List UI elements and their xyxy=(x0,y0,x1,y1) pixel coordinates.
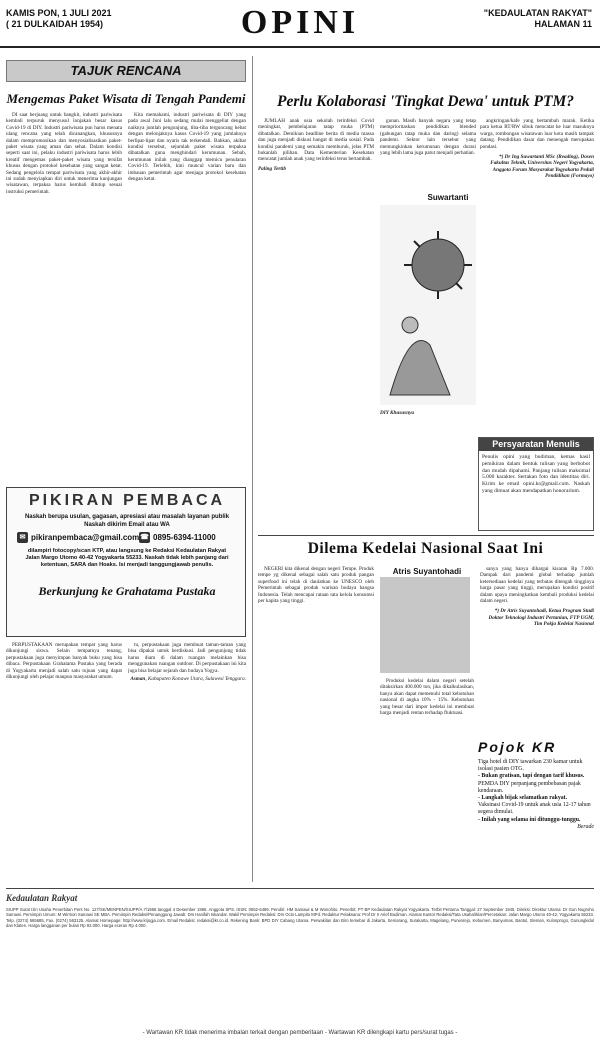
article-1-text-3: angkringan/kafe yang bertambah marak. Ketika para ketua RT/RW sibuk mencatat ke luar masuknya warga, rombongan wisatawan luar kota masih tampak datang. Pendidikan dasar dan menengah merupakan pondasi. xyxy=(480,118,594,150)
editorial-headline: Mengemas Paket Wisata di Tengah Pandemi xyxy=(6,91,246,106)
imprint-logo: Kedaulatan Rakyat xyxy=(6,893,78,903)
editorial-col-1 xyxy=(6,112,122,477)
article-1-headline: Perlu Kolaborasi 'Tingkat Dewa' untuk PTM? xyxy=(277,93,574,110)
reader-letter-col-1 xyxy=(6,642,122,880)
article-2-author-bio: *) Dr Atris Suyantohadi, Ketua Program Studi Doktor Teknologi Industri Pertanian, FTP UGM, Tim Pokja Kedelai Nasional xyxy=(488,608,594,628)
article-1-col-3 xyxy=(480,118,594,432)
pojok-reply-1: - Bukan gratisan, tapi dengan tarif khusus. xyxy=(478,773,585,780)
column-divider xyxy=(252,56,253,882)
email-icon: ✉ xyxy=(17,532,28,543)
editorial-label-text: TAJUK RENCANA xyxy=(70,63,182,78)
section-title: OPINI xyxy=(240,4,360,41)
virus-illustration xyxy=(380,205,476,405)
reader-mail-box xyxy=(6,487,246,637)
article-1-text-2: gunan. Masih banyak negara yang tetap memprioritaskan pendidikan blended (gabungan tatap muka dan daring) selama pandemi. Sektor lain tersebut yang memungkinkan kerumunan dengan durasi yang lebih lama juga patut menjadi perhatian. xyxy=(380,118,476,157)
page-footer: - Wartawan KR tidak menerima imbalan terkait dengan pemberitaan - Wartawan KR dilengkapi kartu pers/surat tugas - xyxy=(142,1030,458,1036)
reader-letter-signature-place: , Kabupaten Konawe Utara, Sulawesi Tenggara. xyxy=(145,676,246,683)
article-2-col-3 xyxy=(480,566,594,734)
article-2-text-1: NEGERI kita dikenal dengan negeri Tempe. Produk tempe yg dikenal sebagai salah satu produk pangan superfood ini telah di daulatkan ke UNESCO oleh Pemerintah sebagai produk warisan budaya bangsa Indonesia. Telah mencapai rataan tata kelola konsumsi per kapita yang tinggi. xyxy=(258,566,374,605)
author-photo xyxy=(380,577,470,673)
pojok-signature: Berade xyxy=(577,823,594,830)
reader-mail-phone[interactable] xyxy=(139,532,216,543)
reader-mail-notes xyxy=(13,548,241,569)
reader-mail-note-1: dilampiri fotocopy/scan KTP, atau langsung ke Redaksi Kedaulatan Rakyat xyxy=(27,548,227,554)
article-1-text-1: JUMLAH anak usia sekolah terinfeksi Covid meningkat, pembelajaran tatap muka (PTM) dibatalkan. Demikian headline berita di media massa dan juga menjadi diskusi hangat di media sosial. Pada kondisi pandemi yang semakin memburuk, jelas PTM bukanlah pilihan. Data Kementerian Kesehatan mencatat jumlah anak yang terinfeksi terus bertambah. xyxy=(258,118,374,163)
article-2-col-1 xyxy=(258,566,374,882)
reader-letter-col-2 xyxy=(128,642,246,880)
whatsapp-icon: ☎ xyxy=(140,534,149,541)
reader-mail-line-2: Naskah dikirim Email atau WA xyxy=(84,521,170,528)
pojok-item-1: Tiga hotel di DIY tawarkan 230 kamar untuk isolasi pasien OTG. xyxy=(478,759,583,773)
article-2-author: Atris Suyantohadi xyxy=(392,567,462,576)
writing-requirements-title: Persyaratan Menulis xyxy=(479,438,593,451)
issue-date-line: KAMIS PON, 1 JULI 2021 xyxy=(6,8,112,18)
imprint-box xyxy=(6,888,594,1028)
page-info xyxy=(484,8,592,30)
writing-requirements-box xyxy=(478,437,594,531)
article-2-col-2 xyxy=(380,678,474,882)
editorial-text-1: DI saat berjuang untuk bangkit, industri pariwisata kembali terpuruk menyusul lonjakan besar kasus Covid-19 di DIY. Industri pariwisata pun harus menata ulang rencana yang telah dicanangkan, khususnya dalam mempromosikan dan menyosialisasikan paket-paket wisata yang aman dan sehat. Dalam kondisi seperti saat ini, pelaku industri pariwisata harus lebih kreatif mengemas paket-paket wisata yang tersifat khusus dengan protokol kesehatan yang sangat ketat. Sedang pengelola tempat pariwisata yang akhir-akhir ini sudah menyiapkan diri untuk menerima kunjungan wisatawan, terpaksa harus kembali ditutup sesuai instruksi pemerintah. xyxy=(6,112,122,195)
pojok-item-3: Vaksinasi Covid-19 untuk anak usia 12-17 tahun segera dimulai. xyxy=(478,802,591,816)
reader-mail-title: PIKIRAN PEMBACA xyxy=(28,492,226,509)
article-1-author-bio: *) Dr Ing Suwartanti MSc (Reading), Dosen Fakultas Teknik, Universitas Negeri Yogyakarta, Anggota Forum Masyarakat Yogyakarta Peduli Pendidikan (Formayo) xyxy=(490,154,594,180)
reader-mail-email-text[interactable]: pikiranpembaca@gmail.com xyxy=(31,533,140,542)
page-header xyxy=(0,0,600,48)
reader-letter-headline: Berkunjung ke Grahatama Pustaka xyxy=(38,584,216,598)
editorial-col-2 xyxy=(128,112,246,477)
reader-letter-signature-name: Asman xyxy=(130,676,146,683)
page-number: HALAMAN 11 xyxy=(534,19,592,29)
publication-name: "KEDAULATAN RAKYAT" xyxy=(483,8,592,18)
pojok-item-2: PEMDA DIY perpanjang pembebasan pajak kendaraan. xyxy=(478,780,581,794)
reader-letter-text-2: tu, perpustakaan juga membuat taman-taman yang bisa dipakai untuk berdiskusi. Jadi pengunjung tidak harus diam di dalam ruangan melainkan bisa menggunakan ruangan outdoor. Di perpustakaan ini kita juga bisa belajar sejarah dan budaya Yogya. xyxy=(128,642,246,674)
pojok-kr-title: Pojok KR xyxy=(478,739,557,755)
pojok-kr-box xyxy=(478,739,594,879)
section-divider xyxy=(258,535,594,536)
article-2-text-3: sanya yang hanya dihargai kisaran Rp 7.000. Dampak dari pandemi global terhadap jumlah ketersediaan kedelai yang terbatas ditengah tingginya harga pasar yang tinggi, merupakan kondisi positif dalam upaya meningkatkan kembali produksi kedelai dalam negeri. xyxy=(480,566,594,605)
article-1-col-2b xyxy=(380,410,476,528)
editorial-label xyxy=(6,60,246,82)
article-2-headline: Dilema Kedelai Nasional Saat Ini xyxy=(307,540,544,557)
reader-mail-line-1: Naskah berupa usulan, gagasan, apresiasi atau masalah layanan publik xyxy=(24,514,230,520)
article-1-subhead-1: Paling Tertib xyxy=(258,165,286,172)
reader-mail-intro xyxy=(13,514,241,529)
article-1-col-1 xyxy=(258,118,374,528)
reader-letter-text-1: PERPUSTAKAAN merupakan tempat yang harus dikunjungi siswa. Selain tempatnya tenang, perpustakaan juga menyimpan banyak buku yang bisa dibaca. Perpustakaan Grahatama Pustaka yang berada di Yogyakarta menjadi salah satu tujuan yang dapat dikunjungi oleh pelajar maupun masyarakat umum. xyxy=(6,642,122,681)
reader-letter-signature xyxy=(128,676,246,682)
reader-mail-phone-text[interactable]: 0895-6394-11000 xyxy=(153,533,216,542)
issue-hijri-line: ( 21 DULKAIDAH 1954) xyxy=(6,19,104,29)
editorial-text-2: Kita memahami, industri pariwisata di DIY yang pada awal Juni lalu sedang mulai menggeliat dengan naiknya jumlah pengunjung, tiba-tiba terguncang hebat dengan melonjaknya kasus Covid-19 yang jumlahnya berlipat-lipat dan nyaris tak terkendali. Bahkan, akibat kondisi tersebut, sejumlah paket wisata terpaksa dibatalkan guna menghindari kerumunan. Sebab, kerumunan inilah yang dianggap memicu penularan Covid-19. Terlebih, kini muncul varian baru dan imbauan pemerintah agar menjaga protokol kesehatan dengan ketat. xyxy=(128,112,246,183)
pojok-kr-body xyxy=(478,759,594,831)
article-1-author: Suwartanti xyxy=(427,193,469,202)
writing-requirements-body: Penulis opini yang budiman, kemas hasil pemikiran dalam bentuk tulisan yang berbobot dan mudah dipahami. Panjang tulisan maksimal 5.000 karakter. Sertakan foto dan identitas diri. Kirim ke email opini.kr@gmail.com. Naskah yang dimuat akan mendapatkan honorarium. xyxy=(482,454,590,494)
article-2-text-2: Produksi kedelai dalam negeri setelah ditaksirkan 400.000 ton, jika dikalkulasikan, hanya akan dapat memenuhi total kebutuhan nasional di angka 10% - 15%. Kebutuhan yang besar dari impor kedelai ini membuat harga menjadi rentan terhadap fluktuasi. xyxy=(380,678,474,717)
pojok-reply-2: - Langkah bijak selamatkan rakyat. xyxy=(478,795,568,802)
article-1-subhead-2: DIY Khususnya xyxy=(380,410,414,416)
article-1-col-2 xyxy=(380,118,476,198)
reader-mail-note-2: Jalan Margo Utomo 40-42 Yogyakarta 55233. Naskah tidak lebih panjang dari ketentuan, SARA dan Hoaks. Isi menjadi tanggungjawab penulis. xyxy=(25,555,229,568)
reader-mail-email[interactable] xyxy=(17,532,139,543)
pojok-reply-3: - Inilah yang selama ini ditunggu-tunggu. xyxy=(478,816,581,823)
imprint-text: SIUPP Surat Izin Usaha Penerbitan Pers No. 127/SK/MENPEN/SIUPP/A.7/1986 tanggal 4 Desember 1986. Anggota SPS. ISSN: 0852-6486. Pendiri: HM Samawi & M Wonohito. Penerbit: PT BP Kedaulatan Rakyat Yogyakarta. Terbit Pertama Tanggal: 27 September 1945. Direksi: Direktur Utama: Dr Gun Nugroho Samawi. Pemimpin Umum: M Wirmon Samawi SE MBA. Pemimpin Redaksi/Penanggung Jawab: Drs Hanifah Iskandar. Wakil Pemimpin Redaksi: Drs Octo Lampito MPd. Redaktur Pelaksana: Prof Dr Ir Arief Budiman. Alamat Kantor Redaksi/Tata Usaha/Iklan/Percetakan: Jalan Margo Utomo 40-42, Yogyakarta 55233. Telp. (0274) 565685, Fax. (0274) 563125. Alamat Homepage: http://www.krjogja.com. Email Redaksi: redaksi@kr.co.id. Rekening Bank: BPD DIY Cabang Utama. Perwakilan dan Biro tersebar di Jakarta, Semarang, Surakarta, Magelang, Purworejo, Kebumen, Banyumas, Bantul, Sleman, Kulonprogo, Gunungkidul dan Klaten. Harga langganan per bulan Rp 92.000. Harga eceran Rp 4.000. xyxy=(6,907,594,928)
